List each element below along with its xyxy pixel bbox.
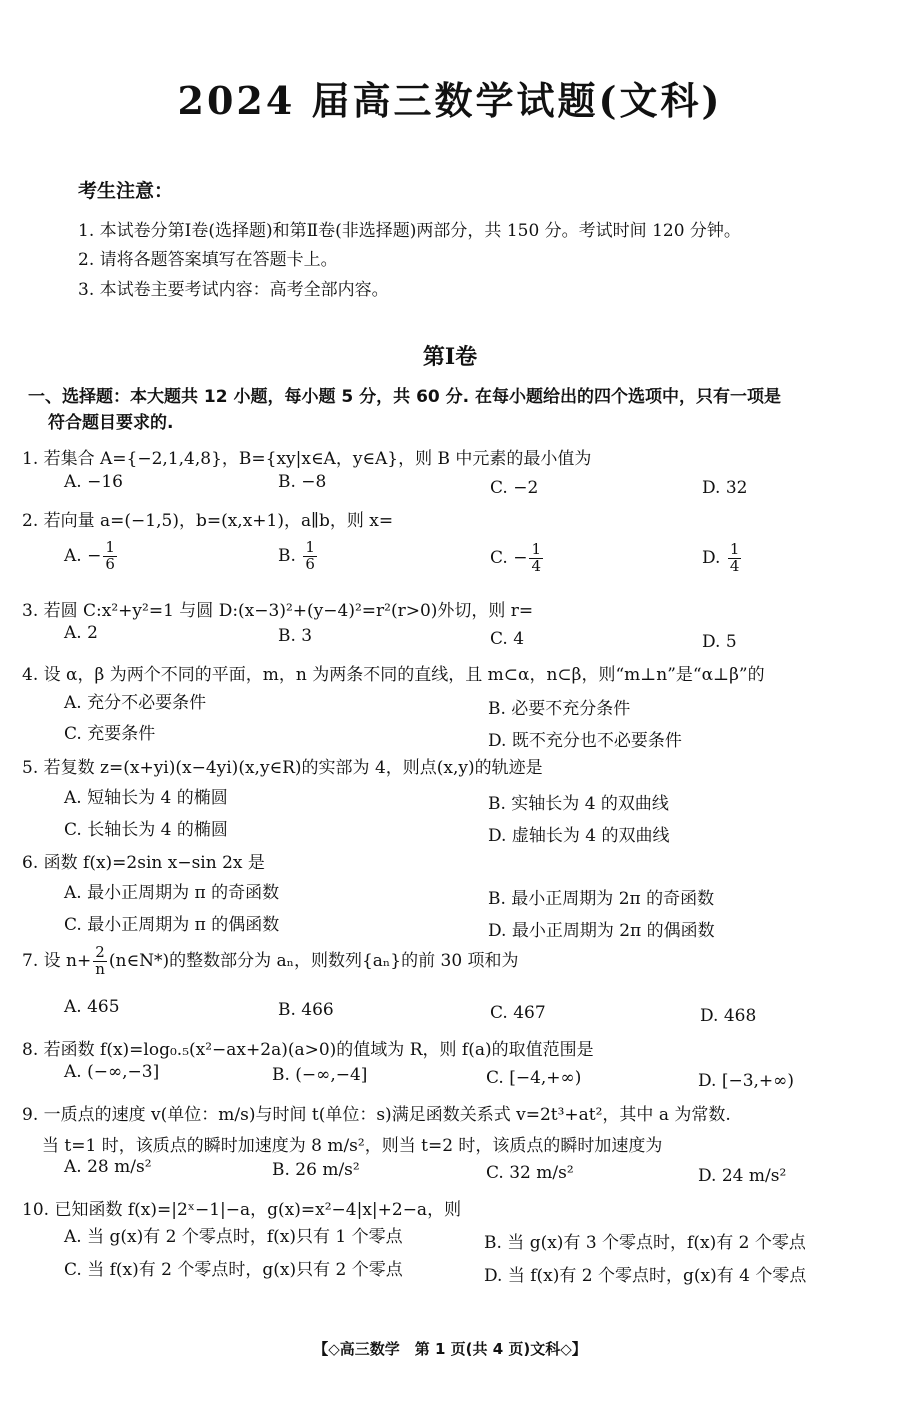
- option-b: B. −8: [278, 472, 327, 492]
- question-stem: 10. 已知函数 f(x)=|2ˣ−1|−a，g(x)=x²−4|x|+2−a，则: [22, 1200, 462, 1220]
- option-b: B. $\frac{1}{6}$: [278, 538, 315, 573]
- option-d: D. [−3,+∞): [698, 1071, 794, 1091]
- option-b: B. (−∞,−4]: [272, 1065, 368, 1085]
- option-a: A. 短轴长为 4 的椭圆: [64, 788, 228, 808]
- notice-item: 3. 本试卷主要考试内容：高考全部内容。: [78, 280, 389, 300]
- option-b: B. 必要不充分条件: [488, 699, 631, 719]
- option-c: C. 467: [490, 1003, 546, 1023]
- option-d: D. 32: [702, 478, 748, 498]
- option-d: D. 当 f(x)有 2 个零点时，g(x)有 4 个零点: [484, 1266, 807, 1286]
- section-instructions: 一、选择题：本大题共 12 小题，每小题 5 分，共 60 分. 在每小题给出的四个选项中，只有一项是: [28, 387, 782, 407]
- page-footer: 【◇高三数学 第 1 页(共 4 页)文科◇】: [313, 1340, 587, 1358]
- question-stem: 8. 若函数 f(x)=log₀.₅(x²−ax+2a)(a>0)的值域为 R，则 f(a)的取值范围是: [22, 1040, 594, 1060]
- question-stem: 4. 设 α，β 为两个不同的平面，m，n 为两条不同的直线，且 m⊂α，n⊂β，则“m⊥n”是“α⊥β”的: [22, 665, 765, 685]
- notice-heading: 考生注意：: [78, 180, 174, 202]
- section-instructions: 符合题目要求的.: [48, 413, 174, 433]
- option-d: D. 虚轴长为 4 的双曲线: [488, 826, 670, 846]
- section-title: 第Ⅰ卷: [422, 344, 478, 370]
- option-c: C. 长轴长为 4 的椭圆: [64, 820, 228, 840]
- option-a: A. 465: [64, 997, 120, 1017]
- notice-item: 1. 本试卷分第Ⅰ卷(选择题)和第Ⅱ卷(非选择题)两部分，共 150 分。考试时间 120 分钟。: [78, 221, 741, 241]
- question-stem: 2. 若向量 a=(−1,5)，b=(x,x+1)，a∥b，则 x=: [22, 511, 394, 531]
- option-c: C. 充要条件: [64, 724, 156, 744]
- option-c: C. −2: [490, 478, 539, 498]
- option-a: A. 28 m/s²: [64, 1157, 152, 1177]
- option-c: C. 最小正周期为 π 的偶函数: [64, 915, 280, 935]
- option-b: B. 26 m/s²: [272, 1160, 360, 1180]
- option-a: A. 充分不必要条件: [64, 693, 207, 713]
- question-stem: 7. 设 n+ $\frac{2}{n}$ (n∈N*)的整数部分为 aₙ，则数列{aₙ}的前 30 项和为: [22, 943, 519, 978]
- option-b: B. 466: [278, 1000, 334, 1020]
- option-d: D. 5: [702, 632, 737, 652]
- option-c: C. [−4,+∞): [486, 1068, 582, 1088]
- option-d: D. 最小正周期为 2π 的偶函数: [488, 921, 715, 941]
- option-a: A. 最小正周期为 π 的奇函数: [64, 883, 280, 903]
- option-a: A. 当 g(x)有 2 个零点时，f(x)只有 1 个零点: [64, 1227, 403, 1247]
- option-a: A. 2: [64, 623, 98, 643]
- option-c: C. 当 f(x)有 2 个零点时，g(x)只有 2 个零点: [64, 1260, 403, 1280]
- option-b: B. 实轴长为 4 的双曲线: [488, 794, 669, 814]
- option-a: A. (−∞,−3]: [64, 1062, 160, 1082]
- question-stem: 3. 若圆 C:x²+y²=1 与圆 D:(x−3)²+(y−4)²=r²(r>0)外切，则 r=: [22, 601, 534, 621]
- option-c: C. 32 m/s²: [486, 1163, 574, 1183]
- question-stem: 1. 若集合 A={−2,1,4,8}，B={xy|x∈A，y∈A}，则 B 中元素的最小值为: [22, 449, 592, 469]
- question-stem: 9. 一质点的速度 v(单位：m/s)与时间 t(单位：s)满足函数关系式 v=2t³+at²，其中 a 为常数.: [22, 1105, 731, 1125]
- page-title: 2024 届高三数学试题(文科): [177, 78, 723, 123]
- option-d: D. 24 m/s²: [698, 1166, 787, 1186]
- option-c: C. − $\frac{1}{4}$: [490, 540, 541, 575]
- question-stem: 6. 函数 f(x)=2sin x−sin 2x 是: [22, 853, 265, 873]
- option-b: B. 最小正周期为 2π 的奇函数: [488, 889, 715, 909]
- question-stem: 5. 若复数 z=(x+yi)(x−4yi)(x,y∈R)的实部为 4，则点(x,y)的轨迹是: [22, 758, 543, 778]
- option-d: D. 468: [700, 1006, 757, 1026]
- notice-item: 2. 请将各题答案填写在答题卡上。: [78, 250, 338, 270]
- question-stem-continued: 当 t=1 时，该质点的瞬时加速度为 8 m/s²，则当 t=2 时，该质点的瞬时加速度为: [42, 1136, 663, 1156]
- option-b: B. 当 g(x)有 3 个零点时，f(x)有 2 个零点: [484, 1233, 806, 1253]
- option-d: D. $\frac{1}{4}$: [702, 540, 740, 575]
- option-b: B. 3: [278, 626, 313, 646]
- option-d: D. 既不充分也不必要条件: [488, 731, 682, 751]
- option-a: A. − $\frac{1}{6}$: [64, 538, 115, 573]
- option-c: C. 4: [490, 629, 525, 649]
- option-a: A. −16: [64, 472, 123, 492]
